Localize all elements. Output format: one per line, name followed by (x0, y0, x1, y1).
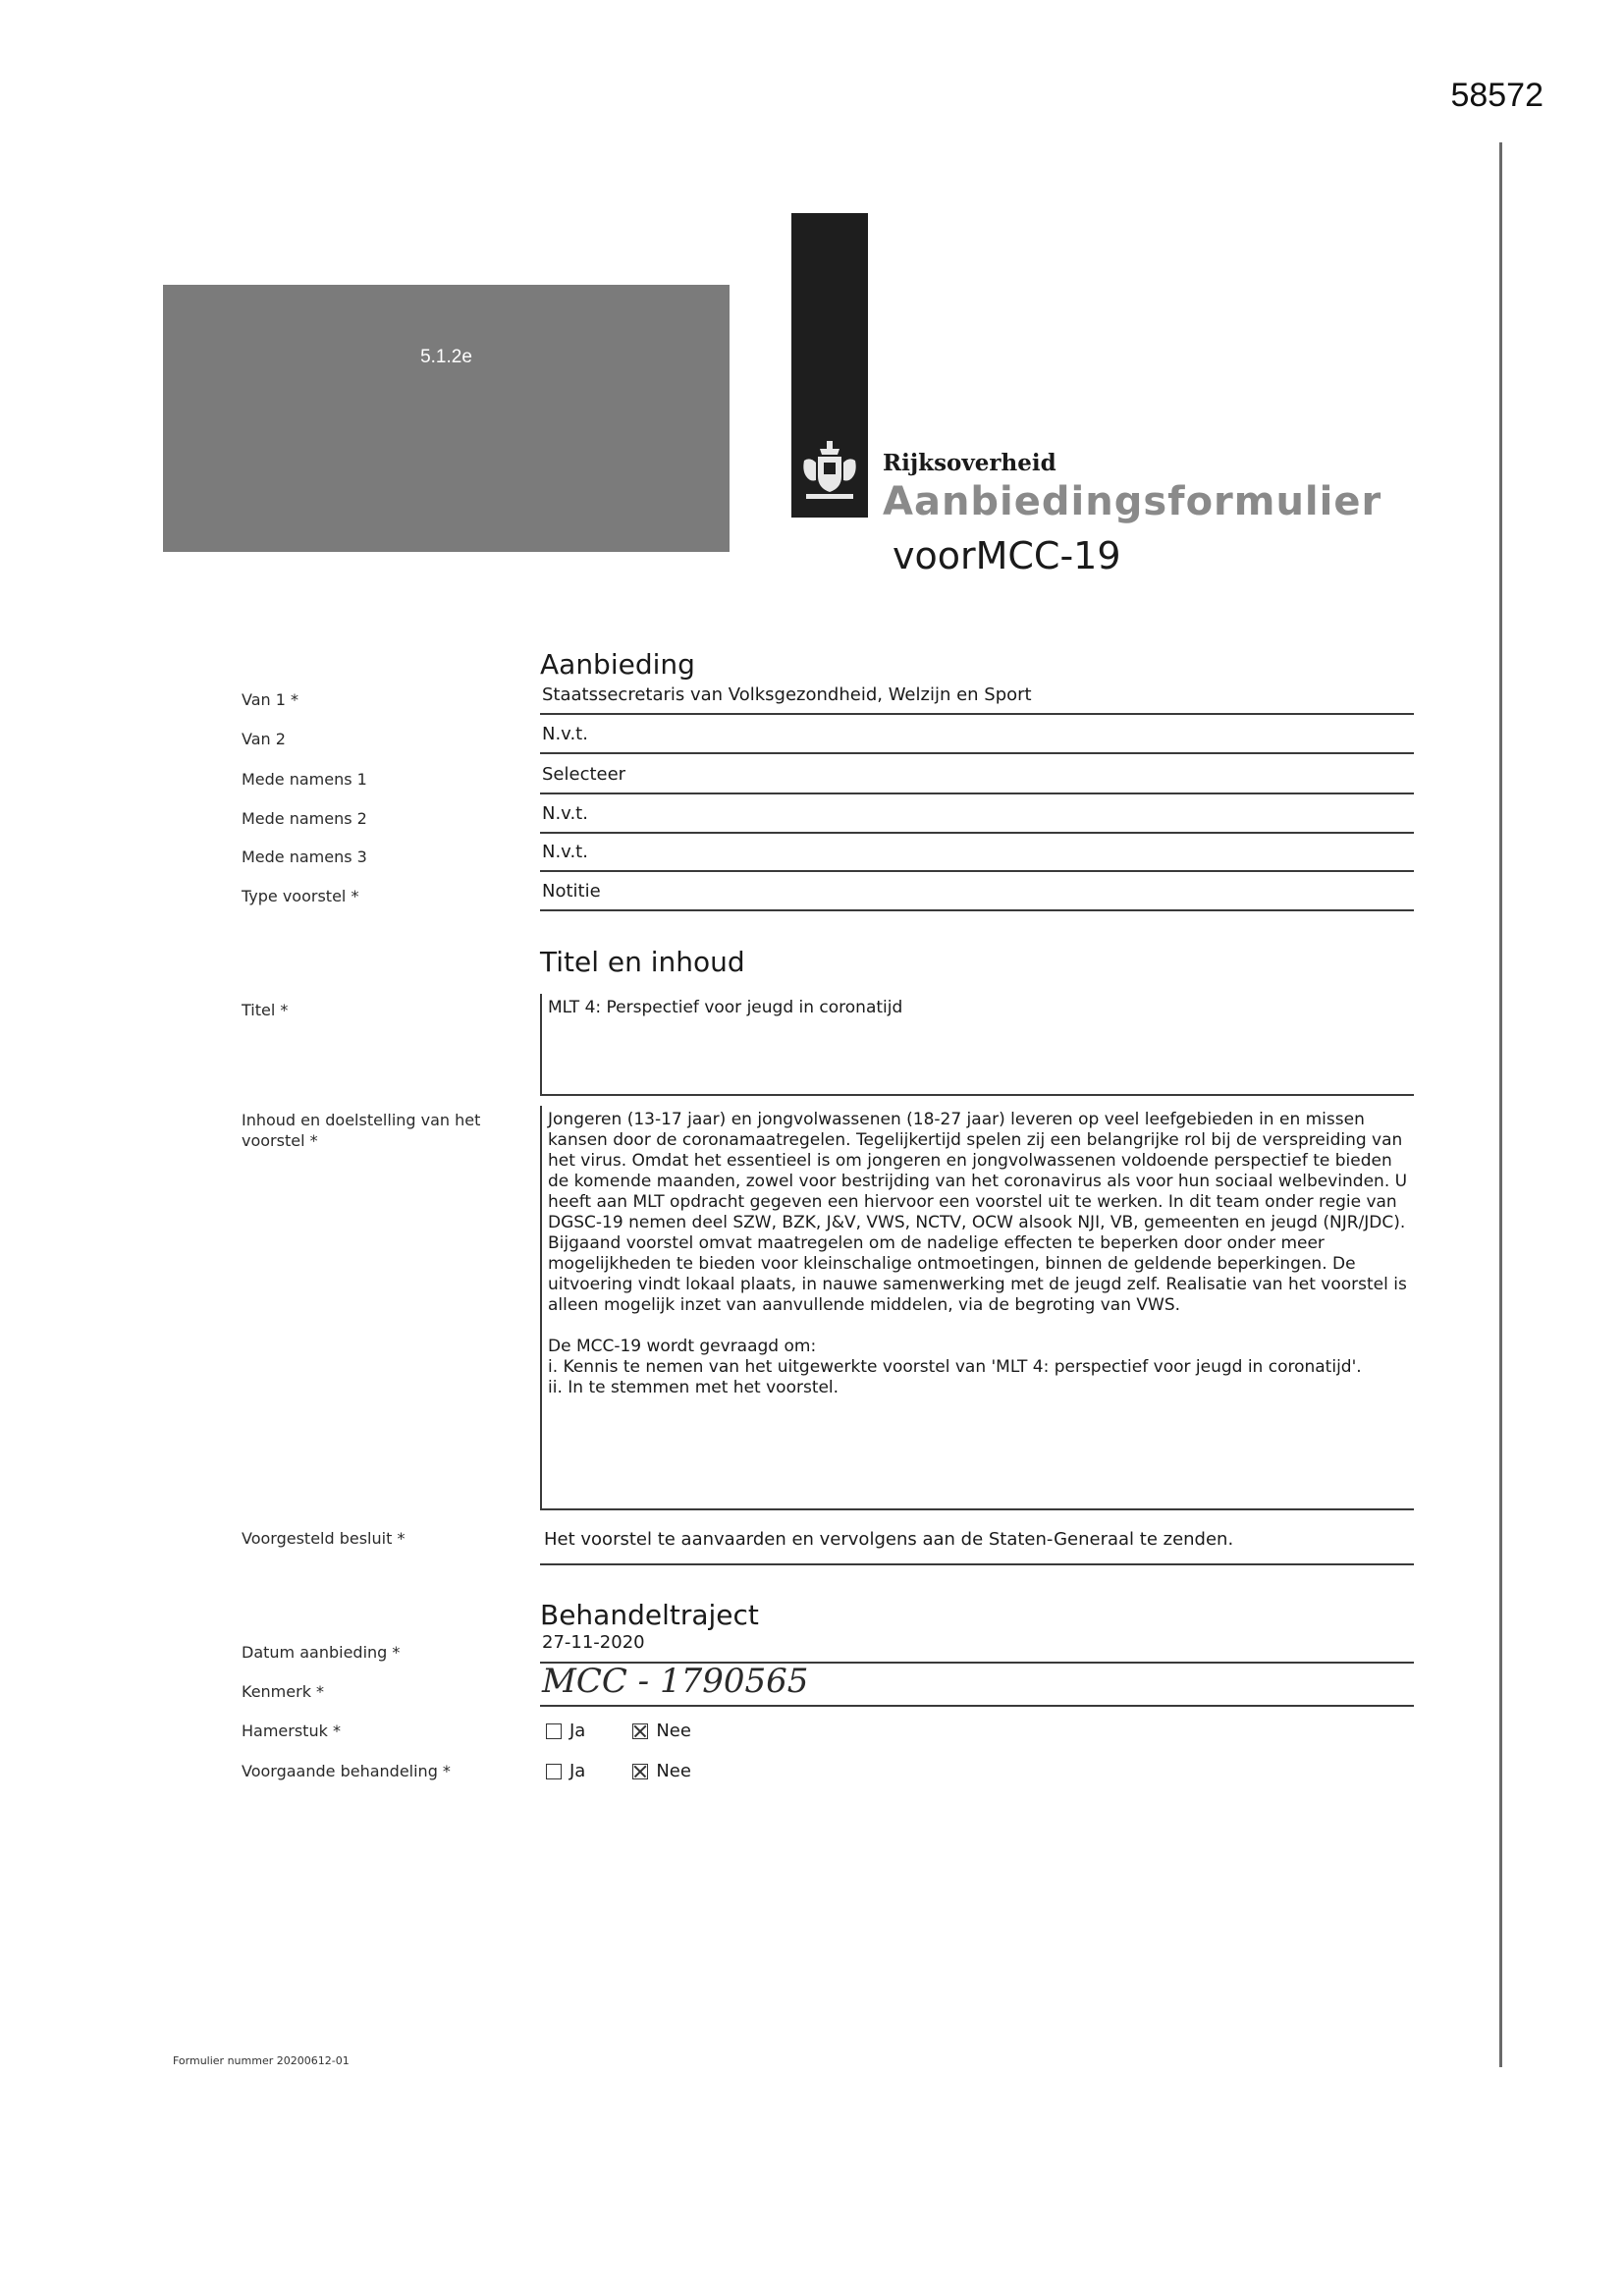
inhoud-label-line2: voorstel * (242, 1131, 318, 1150)
mede-namens-2-label: Mede namens 2 (242, 809, 367, 828)
form-number-footer: Formulier nummer 20200612-01 (173, 2054, 350, 2067)
titel-label: Titel * (242, 1001, 289, 1019)
crest-icon (800, 437, 859, 506)
datum-label: Datum aanbieding * (242, 1643, 401, 1662)
titel-field[interactable] (540, 994, 1414, 1096)
inhoud-label-line1: Inhoud en doelstelling van het (242, 1111, 481, 1129)
inhoud-request-ii: ii. In te stemmen met het voorstel. (548, 1378, 839, 1397)
inhoud-request-i: i. Kennis te nemen van het uitgewerkte voorstel van 'MLT 4: perspectief voor jeugd in coronatijd'. (548, 1357, 1362, 1377)
hamerstuk-options (546, 1721, 738, 1741)
section-title-titel-inhoud: Titel en inhoud (540, 946, 745, 978)
van2-field[interactable]: N.v.t. (540, 721, 1414, 754)
voorgaande-ja-option[interactable] (546, 1761, 585, 1781)
inhoud-request-intro: De MCC-19 wordt gevraagd om: (548, 1337, 817, 1356)
inhoud-field[interactable] (540, 1106, 1414, 1510)
besluit-label: Voorgesteld besluit * (242, 1529, 406, 1548)
kenmerk-label: Kenmerk * (242, 1682, 325, 1701)
mede-namens-3-field[interactable]: N.v.t. (540, 839, 1414, 872)
voorgaande-nee-checkbox[interactable] (632, 1764, 648, 1779)
form-subtitle: voorMCC-19 (893, 534, 1121, 577)
hamerstuk-ja-label: Ja (569, 1721, 586, 1741)
scan-edge-line (1499, 142, 1502, 2067)
voorgaande-label: Voorgaande behandeling * (242, 1762, 451, 1780)
hamerstuk-ja-option[interactable] (546, 1721, 585, 1741)
hamerstuk-nee-label: Nee (656, 1721, 691, 1741)
page-number: 58572 (1450, 77, 1543, 114)
hamerstuk-nee-checkbox[interactable] (632, 1723, 648, 1739)
mede-namens-1-field[interactable]: Selecteer (540, 761, 1414, 794)
type-voorstel-field[interactable]: Notitie (540, 878, 1414, 911)
logo-bar (791, 213, 868, 518)
section-title-aanbieding: Aanbieding (540, 648, 695, 681)
type-voorstel-label: Type voorstel * (242, 887, 359, 905)
voorgaande-nee-label: Nee (656, 1761, 691, 1781)
redaction-label: 5.1.2e (420, 346, 472, 367)
mede-namens-3-label: Mede namens 3 (242, 847, 367, 866)
hamerstuk-nee-option[interactable] (632, 1721, 691, 1741)
van1-field[interactable]: Staatssecretaris van Volksgezondheid, Welzijn en Sport (540, 682, 1414, 715)
voorgaande-nee-option[interactable] (632, 1761, 691, 1781)
mede-namens-2-field[interactable]: N.v.t. (540, 800, 1414, 834)
voorgaande-ja-checkbox[interactable] (546, 1764, 562, 1779)
voorgaande-ja-label: Ja (569, 1761, 586, 1781)
datum-field[interactable]: 27-11-2020 (540, 1630, 1414, 1664)
hamerstuk-label: Hamerstuk * (242, 1722, 341, 1740)
voorgaande-options (546, 1761, 738, 1781)
brand-name: Rijksoverheid (883, 450, 1056, 476)
van1-label: Van 1 * (242, 690, 298, 709)
section-title-behandeltraject: Behandeltraject (540, 1599, 759, 1631)
hamerstuk-ja-checkbox[interactable] (546, 1723, 562, 1739)
inhoud-label (242, 1110, 480, 1151)
inhoud-paragraph: Jongeren (13-17 jaar) en jongvolwassenen (18-27 jaar) leveren op veel leefgebieden in en missen kansen door de coronamaatregelen. Tegelijkertijd spelen zij een belangrijke rol bij de verspreiding van het virus. Omdat het essentieel is om jongeren en jongvolwassenen voldoende perspectief te bieden de komende maanden, zowel voor bestrijding van het coronavirus als voor hun sociaal welbevinden. U heeft aan MLT opdracht gegeven een hiervoor een voorstel uit te werken. In dit team onder regie van DGSC-19 nemen deel SZW, BZK, J&V, VWS, NCTV, OCW alsook NJI, VB, gemeenten en jeugd (NJR/JDC). Bijgaand voorstel omvat maatregelen om de nadelige effecten te beperken door onder meer mogelijkheden te bieden voor kleinschalige ontmoetingen, binnen de geldende beperkingen. De uitvoering vindt lokaal plaats, in nauwe samenwerking met de jeugd zelf. Realisatie van het voorstel is alleen mogelijk inzet van aanvullende middelen, via de begroting van VWS. (548, 1110, 1408, 1315)
besluit-field[interactable]: Het voorstel te aanvaarden en vervolgens aan de Staten-Generaal te zenden. (540, 1526, 1414, 1565)
van2-label: Van 2 (242, 730, 286, 748)
mede-namens-1-label: Mede namens 1 (242, 770, 367, 789)
kenmerk-field[interactable]: MCC - 1790565 (540, 1666, 1414, 1707)
redaction-block (163, 285, 730, 552)
form-title: Aanbiedingsformulier (883, 479, 1382, 524)
titel-value: MLT 4: Perspectief voor jeugd in coronatijd (548, 998, 903, 1017)
